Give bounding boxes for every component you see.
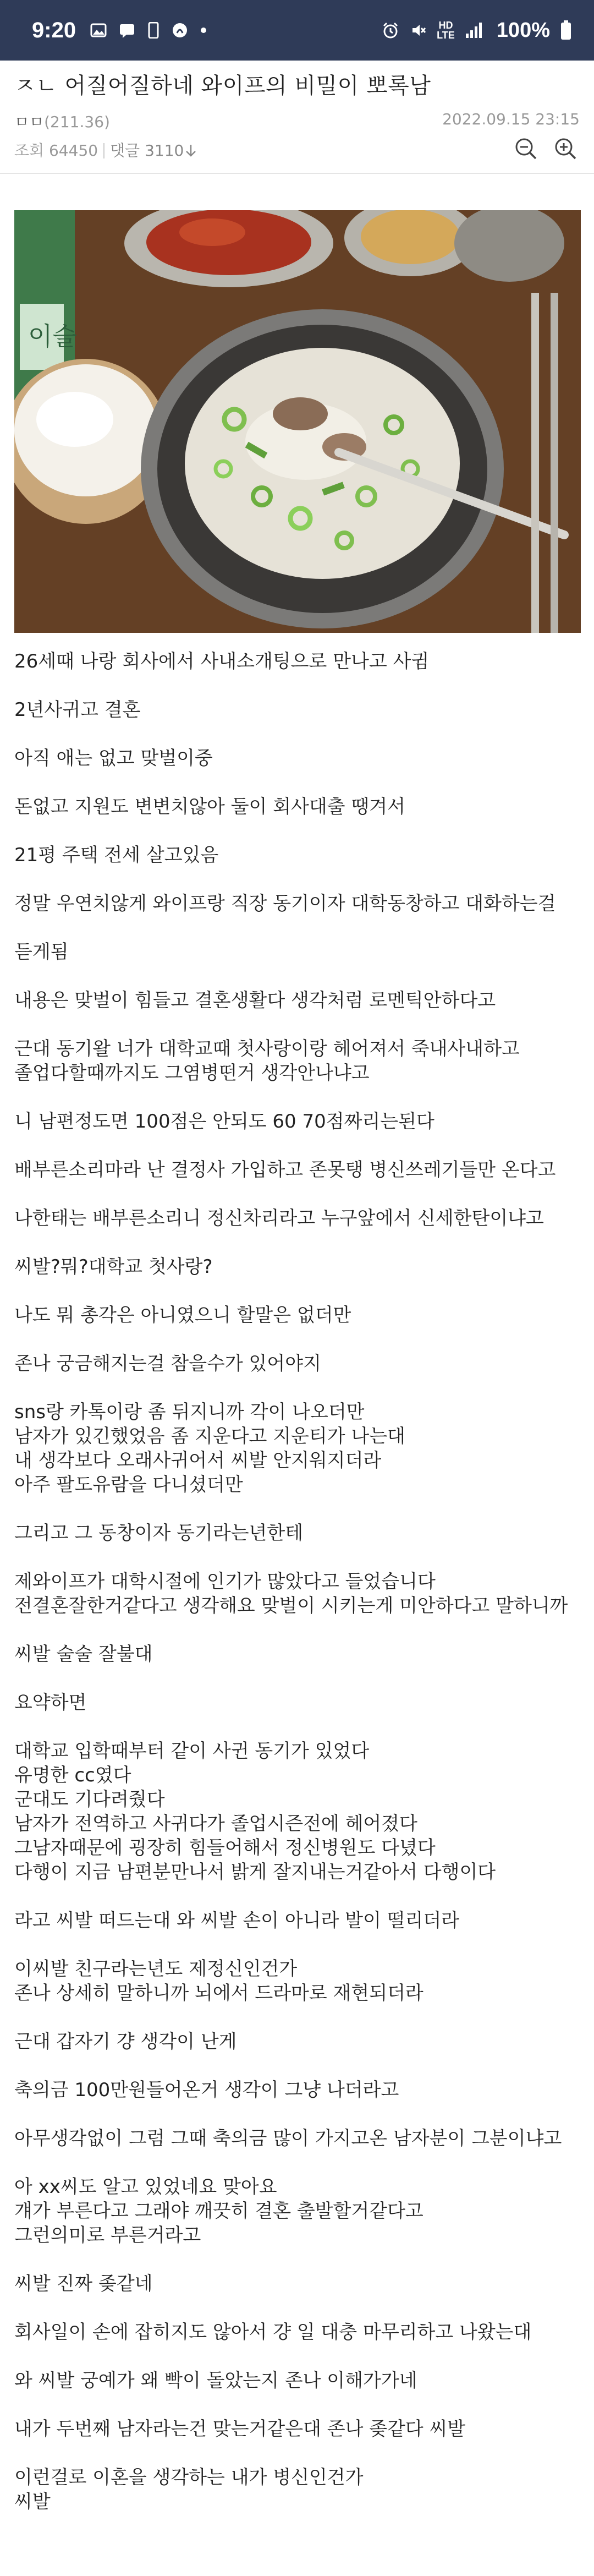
body-paragraph: 축의금 100만원들어온거 생각이 그냥 나더라고 [14,2079,399,2101]
body-paragraph: 내가 두번째 남자라는건 맞는거같은대 존나 좆같다 씨발 [14,2418,466,2440]
post-stats [14,136,580,162]
body-paragraph: 존나 궁금해지는걸 참을수가 있어야지 [14,1353,321,1375]
zoom-out-icon[interactable] [514,136,538,161]
zoom-in-icon[interactable] [553,136,578,161]
network-indicator [437,20,455,40]
hd-label: HD [438,20,453,31]
body-paragraph: sns랑 카톡이랑 좀 뒤지니까 각이 나오더만 남자가 있긴했었음 좀 지운다고 지운티가 나는대 내 생각보다 오래사귀어서 씨발 안지워지더라 아주 팔도유람을 다니셨더만 [14,1401,405,1496]
body-paragraph: 내용은 맞벌이 힘들고 결혼생활다 생각처럼 로멘틱안하다고 [14,989,496,1011]
body-paragraph: 배부른소리마라 난 결정사 가입하고 존못탱 병신쓰레기들만 온다고 [14,1159,556,1181]
body-paragraph: 라고 씨발 떠드는대 와 씨발 손이 아니라 발이 떨리더라 [14,1910,460,1932]
mobile-icon [147,22,160,39]
message-icon [119,22,135,39]
arrow-down-icon [185,144,197,158]
hand-icon [172,22,188,39]
system-icons [382,19,572,42]
body-paragraph: 회사일이 손에 잡히지도 않아서 걍 일 대충 마무리하고 나왔는대 [14,2321,532,2343]
body-paragraph: 나한태는 배부른소리니 정신차리라고 누구앞에서 신세한탄이냐고 [14,1207,544,1229]
view-count: 조회 64450 [14,141,98,160]
alarm-icon [382,21,399,39]
post-date: 2022.09.15 23:15 [442,110,580,128]
body-paragraph: 요약하면 [14,1692,87,1714]
body-paragraph: 26세때 나랑 회사에서 사내소개팅으로 만나고 사귐 [14,650,430,672]
author-ip: (211.36) [44,113,110,131]
body-paragraph: 21평 주택 전세 살고있음 [14,844,219,866]
body-paragraph: 제와이프가 대학시절에 인기가 많았다고 들었습니다 전결혼잘한거같다고 생각해요 맞벌이 시키는게 미안하다고 말하니까 [14,1571,568,1617]
body-paragraph: 이씨발 친구라는년도 제정신인건가 존나 상세히 말하니까 뇌에서 드라마로 재현되더라 [14,1958,424,2004]
body-paragraph: 근대 갑자기 걍 생각이 난게 [14,2031,237,2053]
lte-label: LTE [437,30,455,41]
body-paragraph: 와 씨발 궁예가 왜 빡이 돌았는지 존나 이해가가네 [14,2370,417,2392]
post-meta [14,110,580,132]
author[interactable] [14,110,110,132]
body-paragraph: 아직 애는 없고 맞벌이중 [14,747,213,769]
header-divider [0,173,594,174]
body-paragraph: 이런걸로 이혼을 생각하는 내가 병신인건가 씨발 [14,2466,364,2513]
body-paragraph: 듣게됨 [14,941,69,963]
signal-icon [465,21,483,39]
body-paragraph: 씨발?뭐?대학교 첫사랑? [14,1256,213,1278]
zoom-controls [514,136,578,161]
body-paragraph: 니 남편정도면 100점은 안되도 60 70점짜리는된다 [14,1111,435,1133]
mute-icon [409,21,427,39]
body-paragraph: 나도 뭐 총각은 아니였으니 할말은 없더만 [14,1304,351,1326]
body-paragraph: 정말 우연치않게 와이프랑 직장 동기이자 대학동창하고 대화하는걸 [14,893,556,915]
dot-icon [200,22,207,39]
status-bar [0,0,594,61]
post-image [14,210,581,633]
body-paragraph: 2년사귀고 결혼 [14,699,141,721]
stats-divider [103,143,105,158]
body-paragraph: 씨발 술술 잘불대 [14,1643,153,1665]
comment-count: 댓글 3110 [110,141,184,160]
gallery-icon [90,22,107,39]
status-time: 9:20 [32,18,76,42]
author-name: ㅁㅁ [14,113,45,131]
body-paragraph: 씨발 진짜 좆같네 [14,2273,153,2295]
comment-count-link[interactable] [110,141,197,160]
body-paragraph: 대학교 입학때부터 같이 사귄 동기가 있었다 유명한 cc였다 군대도 기다려줬다 남자가 전역하고 사귀다가 졸업시즌전에 헤어졌다 그남자때문에 굉장히 힘들어해서 정신병원도 다녔다 다행이 지금 남편분만나서 밝게 잘지내는거같아서 다행이다 [14,1740,496,1883]
post-body [14,649,581,2538]
battery-icon [560,20,572,41]
notification-icons [90,22,207,39]
post-title: ㅈㄴ 어질어질하네 와이프의 비밀이 뽀록남 [14,73,431,99]
body-paragraph: 돈없고 지원도 변변치않아 둘이 회사대출 땡겨서 [14,796,405,818]
battery-level: 100% [496,18,550,42]
post-stats-row [14,139,197,161]
svg-text:이슬: 이슬 [28,321,77,351]
body-paragraph: 아무생각없이 그럼 그때 축의금 많이 가지고온 남자분이 그분이냐고 [14,2127,562,2150]
body-paragraph: 근대 동기왈 너가 대학교때 첫사랑이랑 헤어져서 죽내사내하고 졸업다할때까지도 그염병떤거 생각안나냐고 [14,1038,526,1084]
body-paragraph: 아 xx씨도 알고 있었네요 맞아요 걔가 부른다고 그래야 깨끗히 결혼 출발할거같다고 그런의미로 부른거라고 [14,2176,424,2246]
body-paragraph: 그리고 그 동창이자 동기라는년한테 [14,1522,304,1544]
